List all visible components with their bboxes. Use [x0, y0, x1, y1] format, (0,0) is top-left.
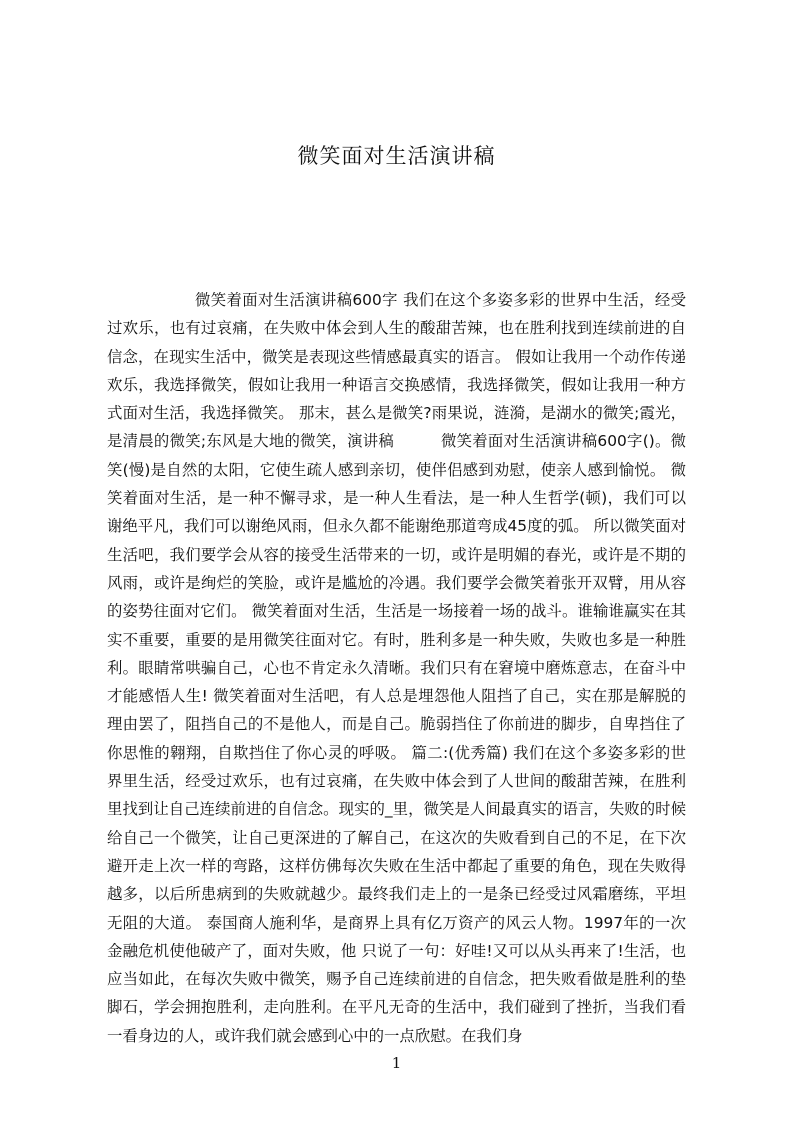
page-title: 微笑面对生活演讲稿: [297, 144, 496, 168]
body-paragraph: 微笑着面对生活演讲稿600字 我们在这个多姿多彩的世界中生活，经受过欢乐，也有过哀痛，在失败中体会到人生的酸甜苦辣，也在胜利找到连续前进的自信念，在现实生活中，微笑是表现这些情感最真实的语言。 假如让我用一个动作传递欢乐，我选择微笑，假如让我用一种语言交换感情，我选择微笑，假如让我用一种方式面对生活，我选择微笑。 那末，甚么是微笑?雨果说，涟漪，是湖水的微笑;霞光，是清晨的微笑;东风是大地的微笑，演讲稿 微笑着面对生活演讲稿600字()。微笑(慢)是自然的太阳，它使生疏人感到亲切，使伴侣感到劝慰，使亲人感到愉悦。 微笑着面对生活，是一种不懈寻求，是一种人生看法，是一种人生哲学(顿)，我们可以谢绝平凡，我们可以谢绝风雨，但永久都不能谢绝那道弯成45度的弧。 所以微笑面对生活吧，我们要学会从容的接受生活带来的一切，或许是明媚的春光，或许是不期的风雨，或许是绚烂的笑脸，或许是尴尬的冷遇。我们要学会微笑着张开双臂，用从容的姿势往面对它们。 微笑着面对生活，生活是一场接着一场的战斗。谁输谁赢实在其实不重要，重要的是用微笑往面对它。有时，胜利多是一种失败，失败也多是一种胜利。眼睛常哄骗自己，心也不肯定永久清晰。我们只有在窘境中磨炼意志，在奋斗中才能感悟人生! 微笑着面对生活吧，有人总是埋怨他人阻挡了自己，实在那是解脱的理由罢了，阻挡自己的不是他人，而是自己。脆弱挡住了你前进的脚步，自卑挡住了你思惟的翱翔，自欺挡住了你心灵的呼吸。 篇二:(优秀篇) 我们在这个多姿多彩的世界里生活，经受过欢乐，也有过哀痛，在失败中体会到了人世间的酸甜苦辣，在胜利里找到让自己连续前进的自信念。现实的_里，微笑是人间最真实的语言，失败的时候给自己一个微笑，让自己更深进的了解自己，在这次的失败看到自己的不足，在下次避开走上次一样的弯路，这样仿佛每次失败在生活中都起了重要的角色，现在失败得越多，以后所患病到的失败就越少。最终我们走上的一是条已经受过风霜磨练，平坦无阻的大道。 泰国商人施利华，是商界上具有亿万资产的风云人物。1997年的一次金融危机使他破产了，面对失败，他 只说了一句：好哇!又可以从头再来了!生活，也应当如此，在每次失败中微笑，赐予自己连续前进的自信念，把失败看做是胜利的垫脚石，学会拥抱胜利，走向胜利。在平凡无奇的生活中，我们碰到了挫折，当我们看一看身边的人，或许我们就会感到心中的一点欣慰。在我们身: [107, 291, 686, 1045]
page-number: 1: [391, 1054, 402, 1072]
